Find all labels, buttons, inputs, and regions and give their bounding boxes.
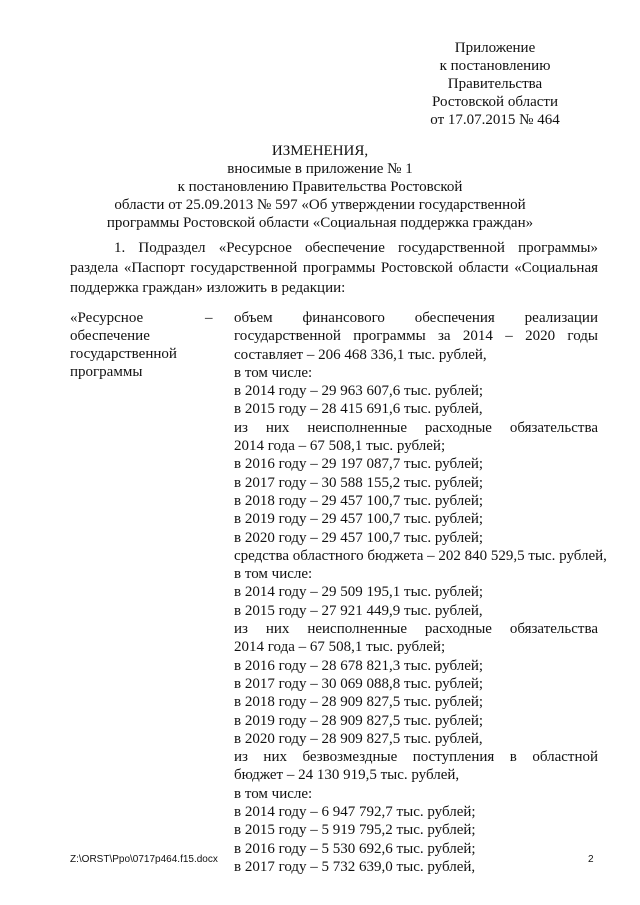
heading-title: ИЗМЕНЕНИЯ, xyxy=(271,143,369,159)
appendix-line: от 17.07.2015 № 464 xyxy=(430,112,560,128)
funding-line: в 2015 году – 5 919 795,2 тыс. рублей; xyxy=(234,822,476,839)
footer-page-number: 2 xyxy=(588,854,594,865)
section-dash: – xyxy=(205,310,213,326)
appendix-line: Приложение xyxy=(454,40,536,56)
funding-line: в 2017 году – 30 588 155,2 тыс. рублей; xyxy=(234,474,484,491)
funding-line: в 2016 году – 28 678 821,3 тыс. рублей; xyxy=(234,657,484,674)
funding-line: в 2016 году – 5 530 692,6 тыс. рублей; xyxy=(234,840,476,857)
heading-line: к постановлению Правительства Ростовской xyxy=(177,179,463,195)
funding-line: средства областного бюджета – 202 840 529,5 тыс. рублей, xyxy=(234,547,607,564)
funding-line: составляет – 206 468 336,1 тыс. рублей, xyxy=(234,346,487,363)
funding-line: государственной программы за 2014 – 2020 годы xyxy=(234,328,598,345)
funding-line: объем финансового обеспечения реализации xyxy=(234,310,598,326)
funding-line: из них безвозмездные поступления в областной xyxy=(234,749,598,766)
funding-line: в 2015 году – 28 415 691,6 тыс. рублей, xyxy=(234,401,483,418)
funding-line: из них неисполненные расходные обязательства xyxy=(234,621,598,638)
appendix-line: Ростовской области xyxy=(432,94,558,110)
funding-line: 2014 года – 67 508,1 тыс. рублей; xyxy=(234,438,446,455)
appendix-block xyxy=(365,39,565,129)
funding-line: в 2020 году – 28 909 827,5 тыс. рублей, xyxy=(234,730,483,747)
section-label-line: государственной xyxy=(70,346,177,362)
funding-line: в том числе: xyxy=(234,785,313,802)
appendix-line: Правительства xyxy=(447,76,543,92)
section-label-line: «Ресурсное xyxy=(70,310,144,326)
funding-line: в 2018 году – 28 909 827,5 тыс. рублей; xyxy=(234,694,484,711)
funding-line: 2014 года – 67 508,1 тыс. рублей; xyxy=(234,639,446,656)
funding-line: в 2019 году – 29 457 100,7 тыс. рублей; xyxy=(234,511,484,528)
funding-line: в 2020 году – 29 457 100,7 тыс. рублей; xyxy=(234,529,484,546)
funding-line: в 2014 году – 6 947 792,7 тыс. рублей; xyxy=(234,804,476,821)
funding-details xyxy=(234,309,607,876)
footer-file-path: Z:\ORST\Ppo\0717p464.f15.docx xyxy=(70,854,218,865)
section-label-line: обеспечение xyxy=(70,328,150,344)
heading-line: области от 25.09.2013 № 597 «Об утверждении государственной xyxy=(114,197,526,213)
funding-line: в 2017 году – 5 732 639,0 тыс. рублей, xyxy=(234,858,476,875)
funding-line: в 2017 году – 30 069 088,8 тыс. рублей; xyxy=(234,675,484,692)
appendix-line: к постановлению xyxy=(439,58,551,74)
funding-line: бюджет – 24 130 919,5 тыс. рублей, xyxy=(234,767,460,784)
funding-line: в 2018 году – 29 457 100,7 тыс. рублей; xyxy=(234,492,484,509)
intro-paragraph: 1. Подраздел «Ресурсное обеспечение государственной программы» раздела «Паспорт государственной программы Ростовской области «Социальная поддержка граждан» изложить в редакции: xyxy=(70,240,598,296)
funding-line: в 2015 году – 27 921 449,9 тыс. рублей, xyxy=(234,602,483,619)
funding-line: в том числе: xyxy=(234,566,313,583)
funding-line: из них неисполненные расходные обязательства xyxy=(234,419,598,436)
funding-line: в 2016 году – 29 197 087,7 тыс. рублей; xyxy=(234,456,484,473)
heading-line: вносимые в приложение № 1 xyxy=(227,161,413,177)
funding-line: в 2014 году – 29 509 195,1 тыс. рублей; xyxy=(234,584,484,601)
funding-line: в том числе: xyxy=(234,364,313,381)
funding-line: в 2019 году – 28 909 827,5 тыс. рублей; xyxy=(234,712,484,729)
section-label-line: программы xyxy=(70,364,143,380)
heading-line: программы Ростовской области «Социальная поддержка граждан» xyxy=(106,215,534,231)
document-heading xyxy=(80,142,560,232)
funding-line: в 2014 году – 29 963 607,6 тыс. рублей; xyxy=(234,383,484,400)
